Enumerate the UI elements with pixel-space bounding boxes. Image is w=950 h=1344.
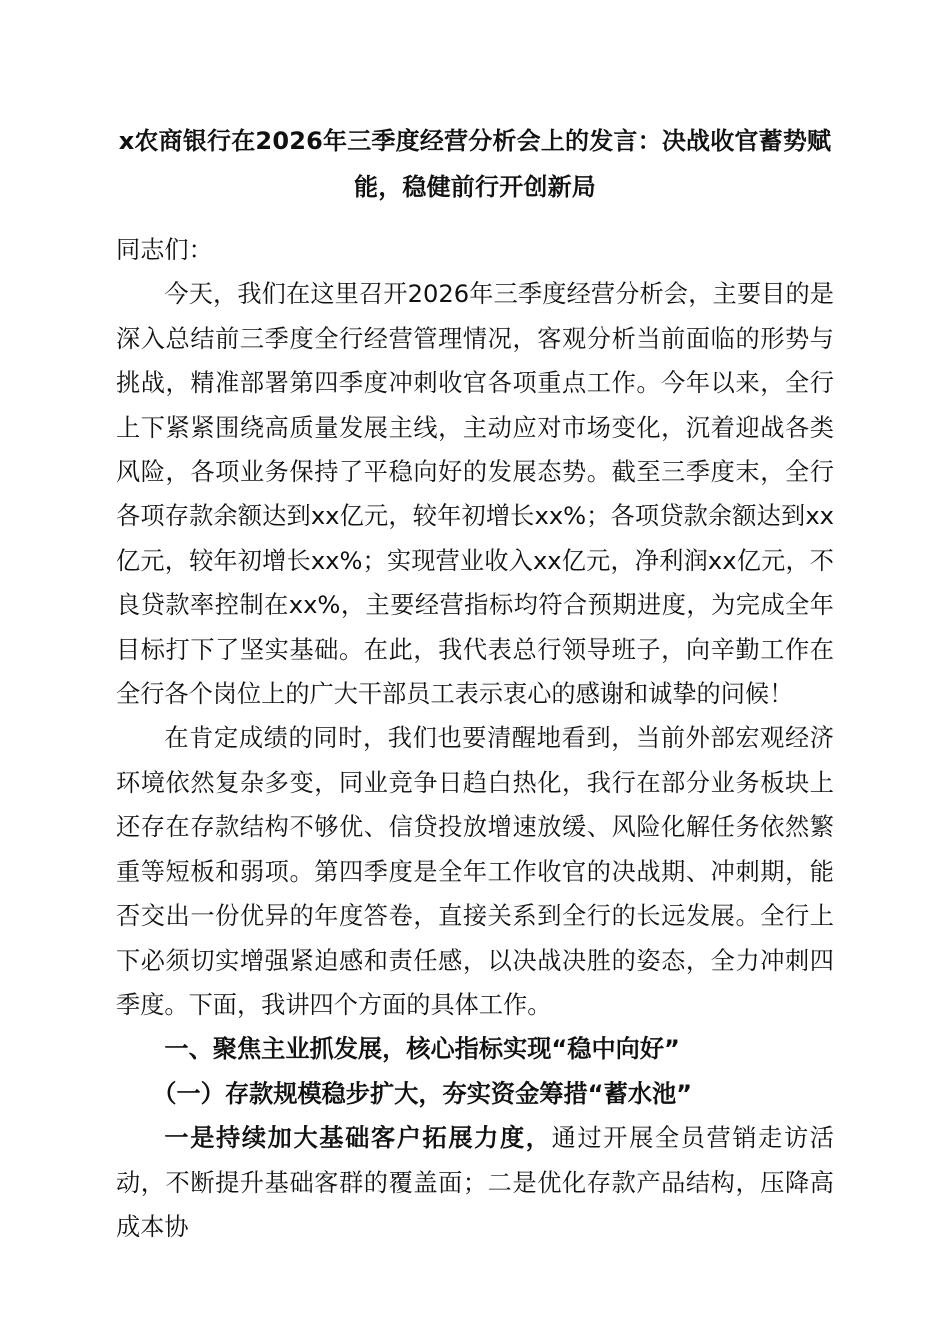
section-heading-1: 一、聚焦主业抓发展，核心指标实现“稳中向好” bbox=[164, 1035, 680, 1064]
document-title: x农商银行在2026年三季度经营分析会上的发言：决战收官蓄势赋能，稳健前行开创新局 bbox=[118, 127, 832, 201]
paragraph-text: 通过开展全员营销走访活动，不断提升基础客群的覆盖面；二是优化存款产品结构，压降高成本协 bbox=[116, 1124, 834, 1241]
paragraph-intro: 今天，我们在这里召开2026年三季度经营分析会，主要目的是深入总结前三季度全行经营管理情况，客观分析当前面临的形势与挑战，精准部署第四季度冲刺收官各项重点工作。今年以来，全行上下紧紧围绕高质量发展主线，主动应对市场变化，沉着迎战各类风险，各项业务保持了平稳向好的发展态势。截至三季度末，全行各项存款余额达到xx亿元，较年初增长xx%；各项贷款余额达到xx亿元，较年初增长xx%；实现营业收入xx亿元，净利润xx亿元，不良贷款率控制在xx%，主要经营指标均符合预期进度，为完成全年目标打下了坚实基础。在此，我代表总行领导班子，向辛勤工作在全行各个岗位上的广大干部员工表示衷心的感谢和诚挚的问候！ bbox=[116, 280, 834, 709]
greeting: 同志们： bbox=[116, 236, 213, 264]
paragraph-deposits bbox=[116, 1116, 834, 1249]
subsection-heading-1: （一）存款规模稳步扩大，夯实资金筹措“蓄水池” bbox=[152, 1079, 693, 1108]
document-body bbox=[116, 228, 834, 1249]
paragraph-challenges: 在肯定成绩的同时，我们也要清醒地看到，当前外部宏观经济环境依然复杂多变，同业竞争日趋白热化，我行在部分业务板块上还存在存款结构不够优、信贷投放增速放缓、风险化解任务依然繁重等短板和弱项。第四季度是全年工作收官的决战期、冲刺期，能否交出一份优异的年度答卷，直接关系到全行的长远发展。全行上下必须切实增强紧迫感和责任感，以决战决胜的姿态，全力冲刺四季度。下面，我讲四个方面的具体工作。 bbox=[116, 724, 834, 1019]
paragraph-bold-lead: 一是持续加大基础客户拓展力度， bbox=[164, 1124, 552, 1153]
